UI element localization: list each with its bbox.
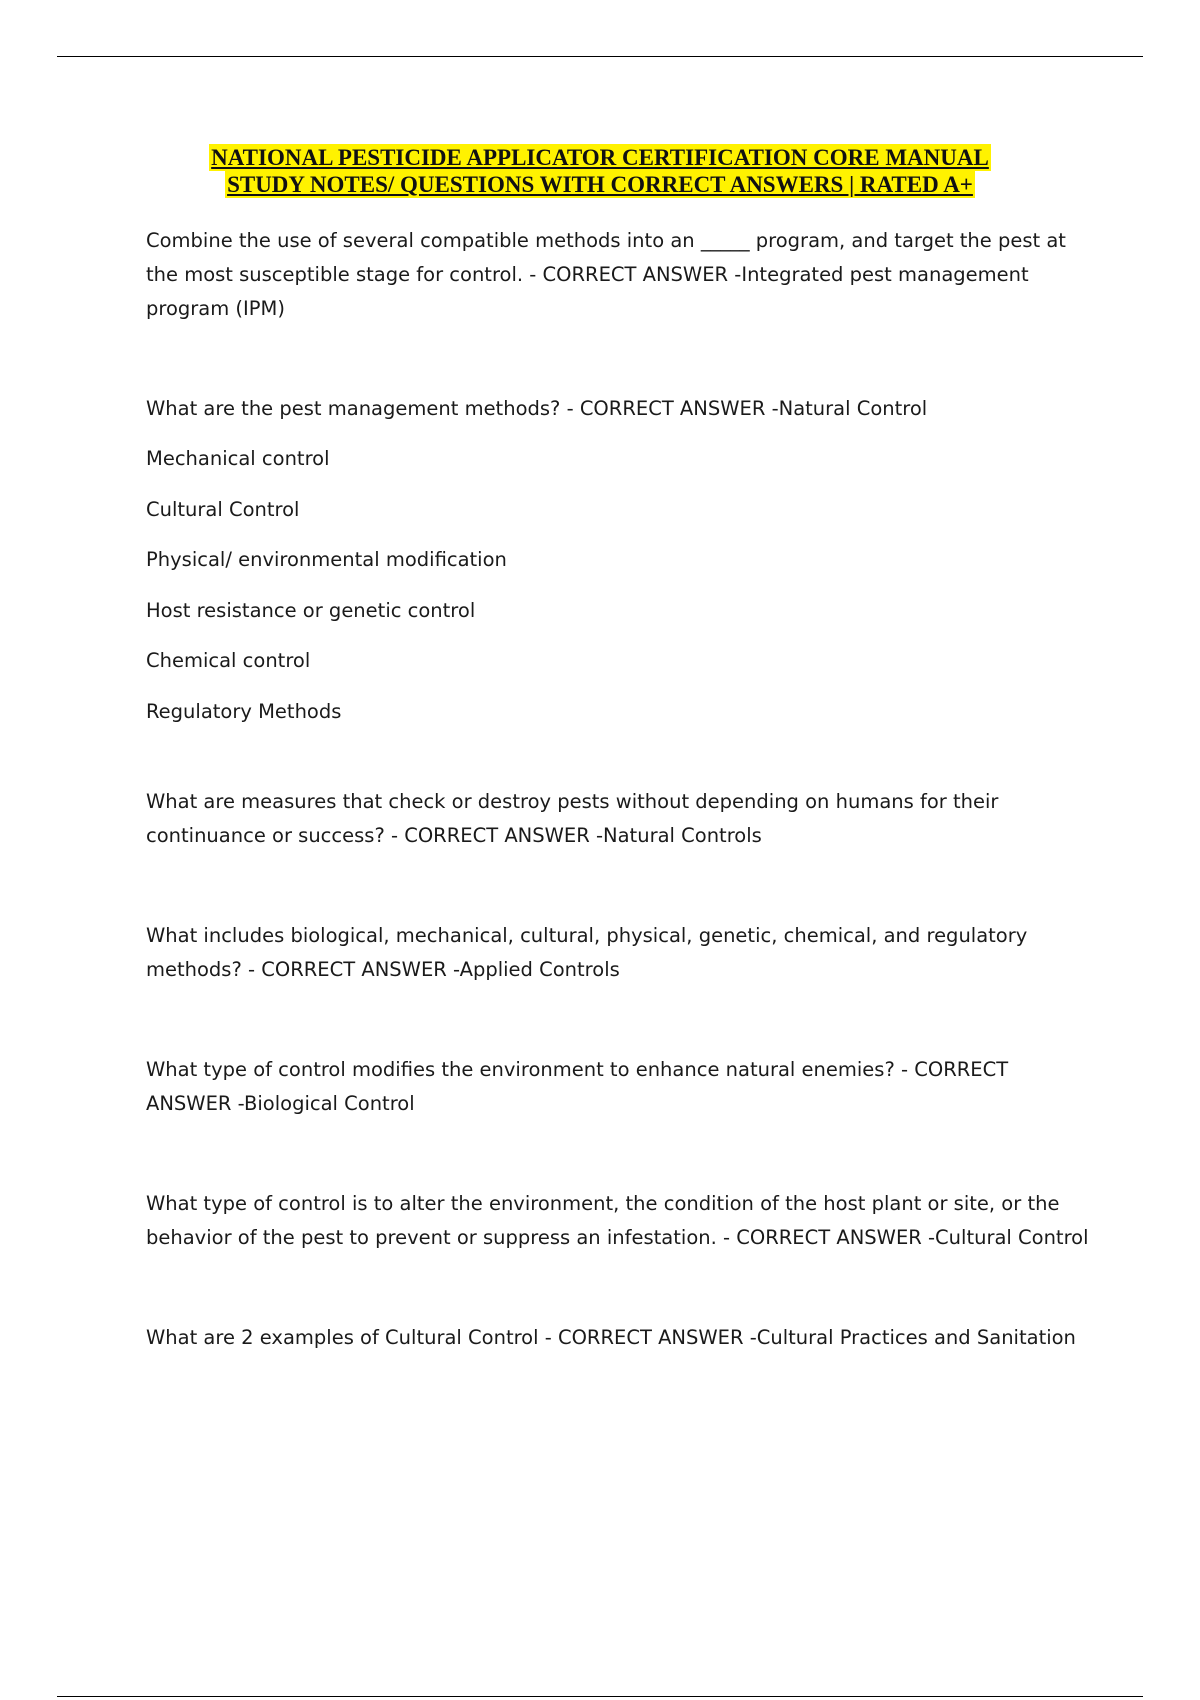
qa-entry-ipm: Combine the use of several compatible methods into an _____ program, and target the pest at the most susceptible stage for control. - CORRECT ANSWER -Integrated pest management program (IPM): [146, 229, 1066, 320]
list-item: Physical/ environmental modification: [146, 548, 507, 571]
document-body: [146, 224, 1096, 1355]
list-item: Mechanical control: [146, 447, 330, 470]
qa-entry-methods: What are the pest management methods? - CORRECT ANSWER -Natural Control: [146, 397, 928, 420]
list-item: Host resistance or genetic control: [146, 598, 476, 622]
list-item: Cultural Control: [146, 497, 300, 521]
qa-entry-applied-controls: What includes biological, mechanical, cultural, physical, genetic, chemical, and regulatory methods? - CORRECT ANSWER -Applied Controls: [146, 924, 1028, 981]
qa-entry-cultural-examples: What are 2 examples of Cultural Control - CORRECT ANSWER -Cultural Practices and Sanitation: [146, 1326, 1076, 1349]
title-line-2: STUDY NOTES/ QUESTIONS WITH CORRECT ANSWERS | RATED A+: [227, 172, 973, 197]
methods-list: [146, 442, 1096, 729]
qa-entry-cultural-control: What type of control is to alter the environment, the condition of the host plant or site, or the behavior of the pest to prevent or suppress an infestation. - CORRECT ANSWER -Cultural Control: [146, 1192, 1089, 1249]
qa-entry-biological-control: What type of control modifies the environment to enhance natural enemies? - CORRECT ANSWER -Biological Control: [146, 1058, 1009, 1115]
document-title: [0, 144, 1200, 198]
footer-rule: [57, 1696, 1143, 1697]
list-item: Chemical control: [146, 649, 311, 672]
header-rule: [57, 56, 1143, 57]
qa-entry-natural-controls: What are measures that check or destroy pests without depending on humans for their continuance or success? - CORRECT ANSWER -Natural Controls: [146, 790, 999, 847]
list-item: Regulatory Methods: [146, 699, 342, 723]
title-line-1: NATIONAL PESTICIDE APPLICATOR CERTIFICATION CORE MANUAL: [211, 145, 989, 170]
